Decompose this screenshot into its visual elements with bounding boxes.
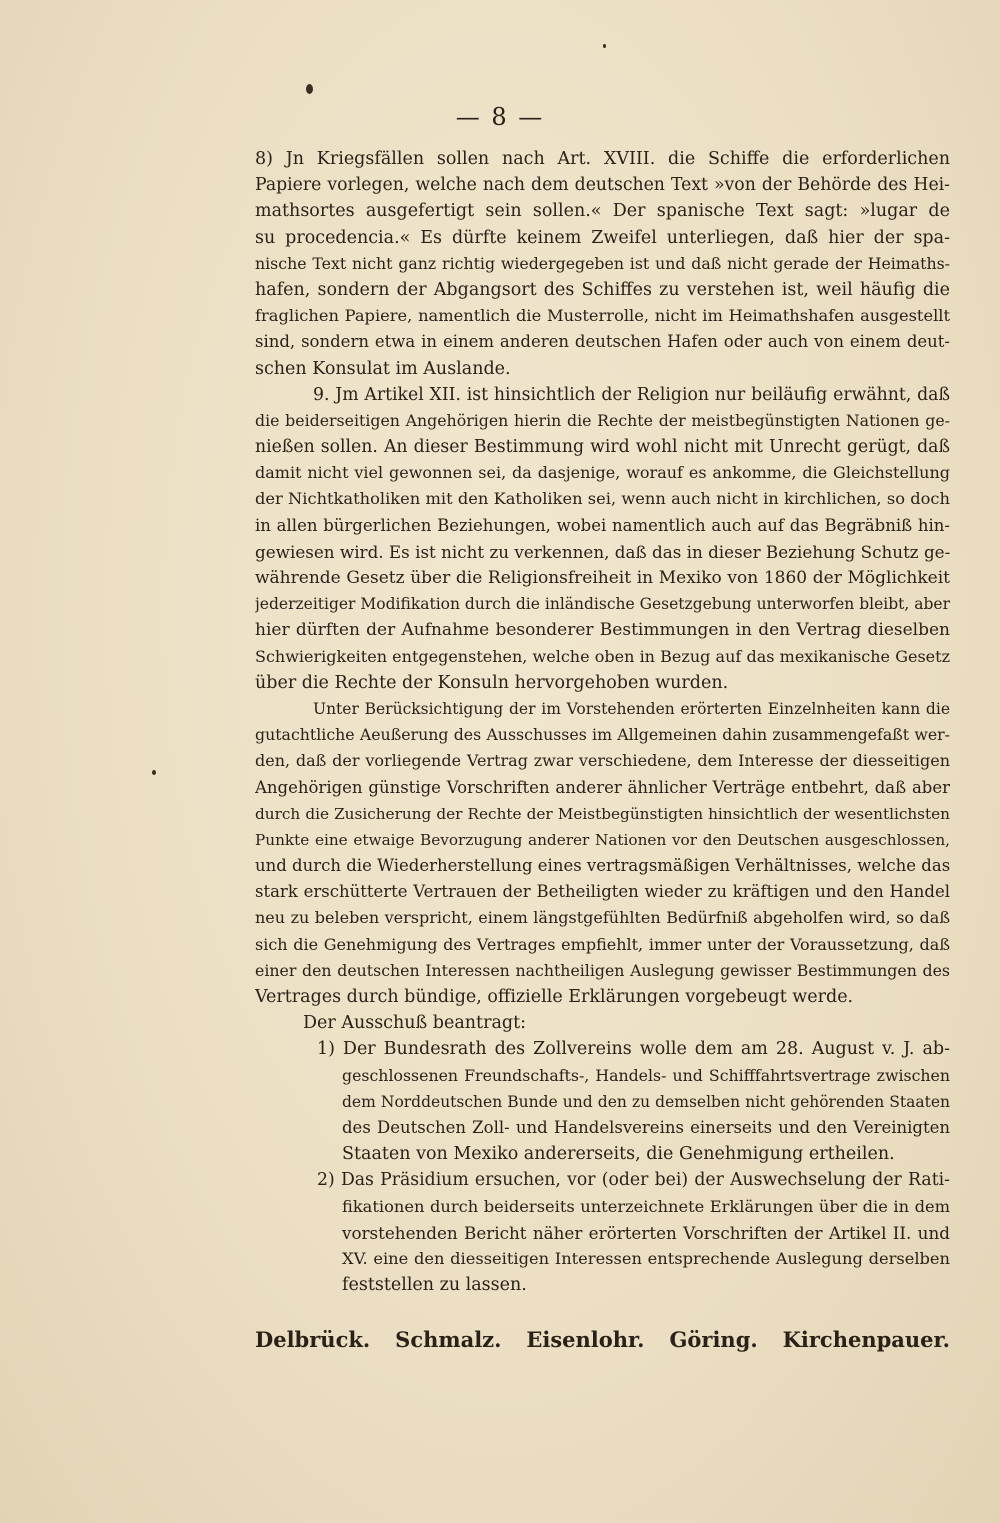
text-line: Staaten von Mexiko andererseits, die Genehmigung ertheilen.: [342, 1144, 895, 1165]
text-line: fraglichen Papiere, namentlich die Musterrolle, nicht im Heimathshafen ausgestellt: [255, 306, 950, 326]
text-line: gewiesen wird. Es ist nicht zu verkennen, daß das in dieser Beziehung Schutz ge-: [255, 541, 950, 562]
text-line: Papiere vorlegen, welche nach dem deutschen Text »von der Behörde des Hei-: [255, 175, 950, 196]
text-line: dem Norddeutschen Bunde und den zu demselben nicht gehörenden Staaten: [342, 1092, 950, 1111]
text-line: vorstehenden Bericht näher erörterten Vorschriften der Artikel II. und: [342, 1222, 950, 1243]
text-line: stark erschütterte Vertrauen der Betheiligten wieder zu kräftigen und den Handel: [255, 882, 950, 902]
text-line: hafen, sondern der Abgangsort des Schiffes zu verstehen ist, weil häufig die: [255, 279, 950, 300]
text-line: schen Konsulat im Auslande.: [255, 358, 511, 379]
text-line: neu zu beleben verspricht, einem längstgefühlten Bedürfniß abgeholfen wird, so daß: [255, 908, 950, 928]
text-line: 1) Der Bundesrath des Zollvereins wolle dem am 28. August v. J. ab-: [317, 1039, 950, 1060]
body-text: [255, 146, 950, 1298]
text-line: 2) Das Präsidium ersuchen, vor (oder bei) der Auswechselung der Rati-: [317, 1170, 950, 1191]
text-line: sich die Genehmigung des Vertrages empfiehlt, immer unter der Voraussetzung, daß: [255, 934, 950, 954]
text-line: damit nicht viel gewonnen sei, da dasjenige, worauf es ankomme, die Gleichstellung: [255, 463, 950, 483]
text-line: gutachtliche Aeußerung des Ausschusses im Allgemeinen dahin zusammengefaßt wer-: [255, 725, 950, 745]
text-line: einer den deutschen Interessen nachtheiligen Auslegung gewisser Bestimmungen des: [255, 960, 950, 980]
text-line: sind, sondern etwa in einem anderen deutschen Hafen oder auch von einem deut-: [255, 332, 950, 352]
text-line: Vertrages durch bündige, offizielle Erklärungen vorgebeugt werde.: [255, 987, 854, 1007]
ink-spot: [603, 44, 606, 48]
signature-name: Göring.: [669, 1327, 758, 1352]
text-line: XV. eine den diesseitigen Interessen entsprechende Auslegung derselben: [342, 1248, 950, 1268]
text-line: su procedencia.« Es dürfte keinem Zweifel unterliegen, daß hier der spa-: [255, 227, 950, 248]
text-line: der Nichtkatholiken mit den Katholiken sei, wenn auch nicht in kirchlichen, so doch: [255, 489, 950, 509]
page-number: — 8 —: [455, 103, 545, 131]
text-line: 9. Jm Artikel XII. ist hinsichtlich der Religion nur beiläufig erwähnt, daß: [313, 384, 950, 405]
text-line: hier dürften der Aufnahme besonderer Bestimmungen in den Vertrag dieselben: [255, 620, 950, 641]
text-line: währende Gesetz über die Religionsfreiheit in Mexiko von 1860 der Möglichkeit: [255, 568, 950, 588]
text-line: mathsortes ausgefertigt sein sollen.« Der spanische Text sagt: »lugar de: [255, 201, 950, 222]
text-line: des Deutschen Zoll- und Handelsvereins einerseits und den Vereinigten: [342, 1117, 950, 1137]
text-line: die beiderseitigen Angehörigen hierin die Rechte der meistbegünstigten Nationen ge-: [255, 410, 950, 430]
text-line: über die Rechte der Konsuln hervorgehoben wurden.: [255, 672, 729, 693]
signature-name: Schmalz.: [395, 1327, 502, 1352]
text-line: jederzeitiger Modifikation durch die inländische Gesetzgebung unterworfen bleibt, aber: [255, 595, 950, 614]
signature-name: Eisenlohr.: [526, 1327, 645, 1352]
signature-name: Delbrück.: [255, 1327, 371, 1352]
text-line: Der Ausschuß beantragt:: [303, 1013, 527, 1034]
signature-name: Kirchenpauer.: [782, 1327, 950, 1352]
text-line: feststellen zu lassen.: [342, 1275, 527, 1296]
ink-spot: [152, 770, 156, 775]
text-line: in allen bürgerlichen Beziehungen, wobei namentlich auch auf das Begräbniß hin-: [255, 515, 950, 535]
text-line: Angehörigen günstige Vorschriften anderer ähnlicher Verträge entbehrt, daß aber: [255, 777, 950, 797]
text-line: geschlossenen Freundschafts-, Handels- und Schifffahrtsvertrage zwischen: [342, 1065, 950, 1085]
text-line: fikationen durch beiderseits unterzeichnete Erklärungen über die in dem: [342, 1196, 950, 1216]
text-line: nießen sollen. An dieser Bestimmung wird wohl nicht mit Unrecht gerügt, daß: [255, 437, 950, 458]
text-line: und durch die Wiederherstellung eines vertragsmäßigen Verhältnisses, welche das: [255, 856, 950, 876]
text-line: Unter Berücksichtigung der im Vorstehenden erörterten Einzelnheiten kann die: [313, 699, 950, 718]
text-line: den, daß der vorliegende Vertrag zwar verschiedene, dem Interesse der diesseitigen: [255, 751, 950, 771]
signatures: [255, 1327, 950, 1352]
text-line: 8) Jn Kriegsfällen sollen nach Art. XVIII. die Schiffe die erforderlichen: [255, 149, 950, 169]
text-line: Punkte eine etwaige Bevorzugung anderer Nationen vor den Deutschen ausgeschlossen,: [255, 830, 950, 849]
text-line: Schwierigkeiten entgegenstehen, welche oben in Bezug auf das mexikanische Gesetz: [255, 646, 950, 666]
ink-spot: [306, 84, 313, 94]
text-line: nische Text nicht ganz richtig wiedergegeben ist und daß nicht gerade der Heimaths-: [255, 253, 950, 273]
text-line: durch die Zusicherung der Rechte der Meistbegünstigten hinsichtlich der wesentlichsten: [255, 804, 950, 823]
